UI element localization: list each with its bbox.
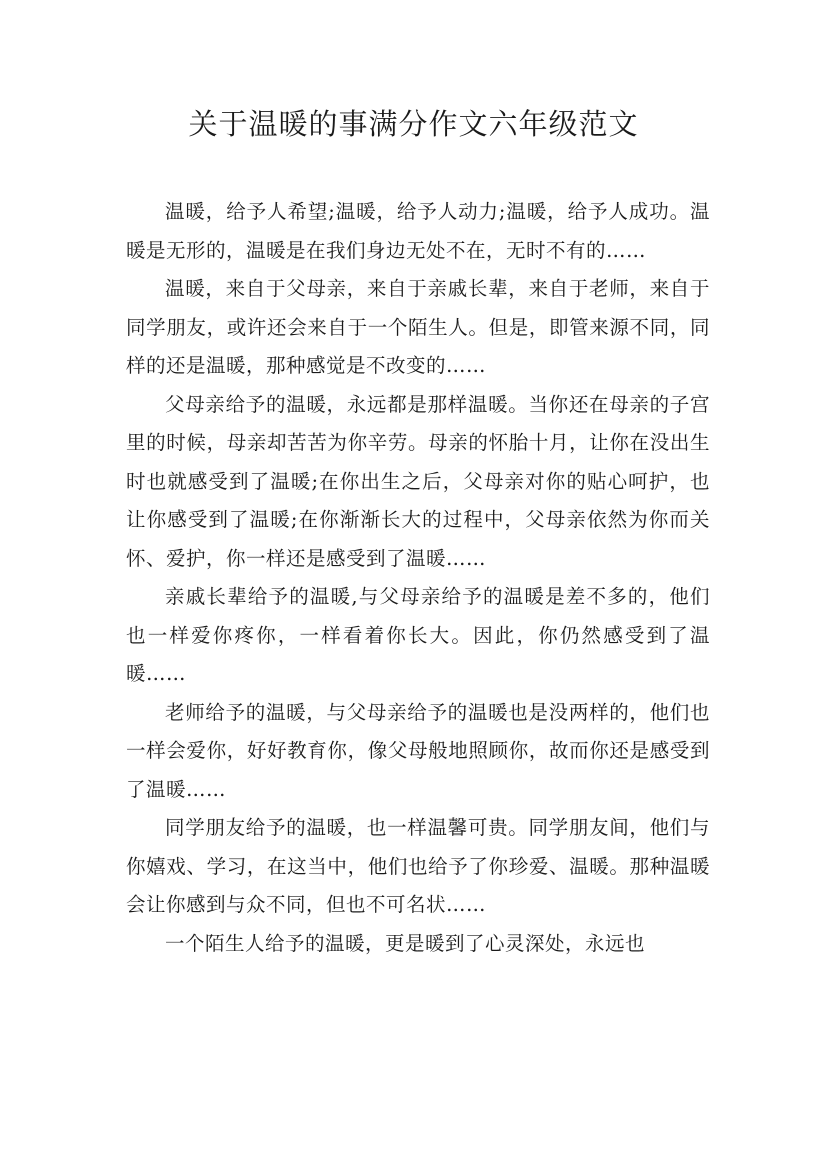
- paragraph: 老师给予的温暖，与父母亲给予的温暖也是没两样的，他们也一样会爱你，好好教育你，像父母般地照顾你，故而你还是感受到了温暖……: [126, 700, 710, 801]
- document-body: [126, 193, 710, 963]
- paragraph: 父母亲给予的温暖，永远都是那样温暖。当你还在母亲的子宫里的时候，母亲却苦苦为你辛劳。母亲的怀胎十月，让你在没出生时也就感受到了温暖;在你出生之后，父母亲对你的贴心呵护，也让你感受到了温暖;在你渐渐长大的过程中，父母亲依然为你而关怀、爱护，你一样还是感受到了温暖……: [126, 392, 710, 570]
- paragraph: 一个陌生人给予的温暖，更是暖到了心灵深处，永远也: [165, 931, 646, 955]
- paragraph: 温暖，给予人希望;温暖，给予人动力;温暖，给予人成功。温暖是无形的，温暖是在我们身边无处不在，无时不有的……: [126, 200, 710, 262]
- document-title: 关于温暖的事满分作文六年级范文: [188, 107, 639, 141]
- paragraph: 温暖，来自于父母亲，来自于亲戚长辈，来自于老师，来自于同学朋友，或许还会来自于一个陌生人。但是，即管来源不同，同样的还是温暖，那种感觉是不改变的……: [126, 277, 710, 377]
- paragraph: 同学朋友给予的温暖，也一样温馨可贵。同学朋友间，他们与你嬉戏、学习，在这当中，他们也给予了你珍爱、温暖。那种温暖会让你感到与众不同，但也不可名状……: [126, 816, 710, 916]
- paragraph: 亲戚长辈给予的温暖,与父母亲给予的温暖是差不多的，他们也一样爱你疼你，一样看着你长大。因此，你仍然感受到了温暖……: [126, 585, 710, 685]
